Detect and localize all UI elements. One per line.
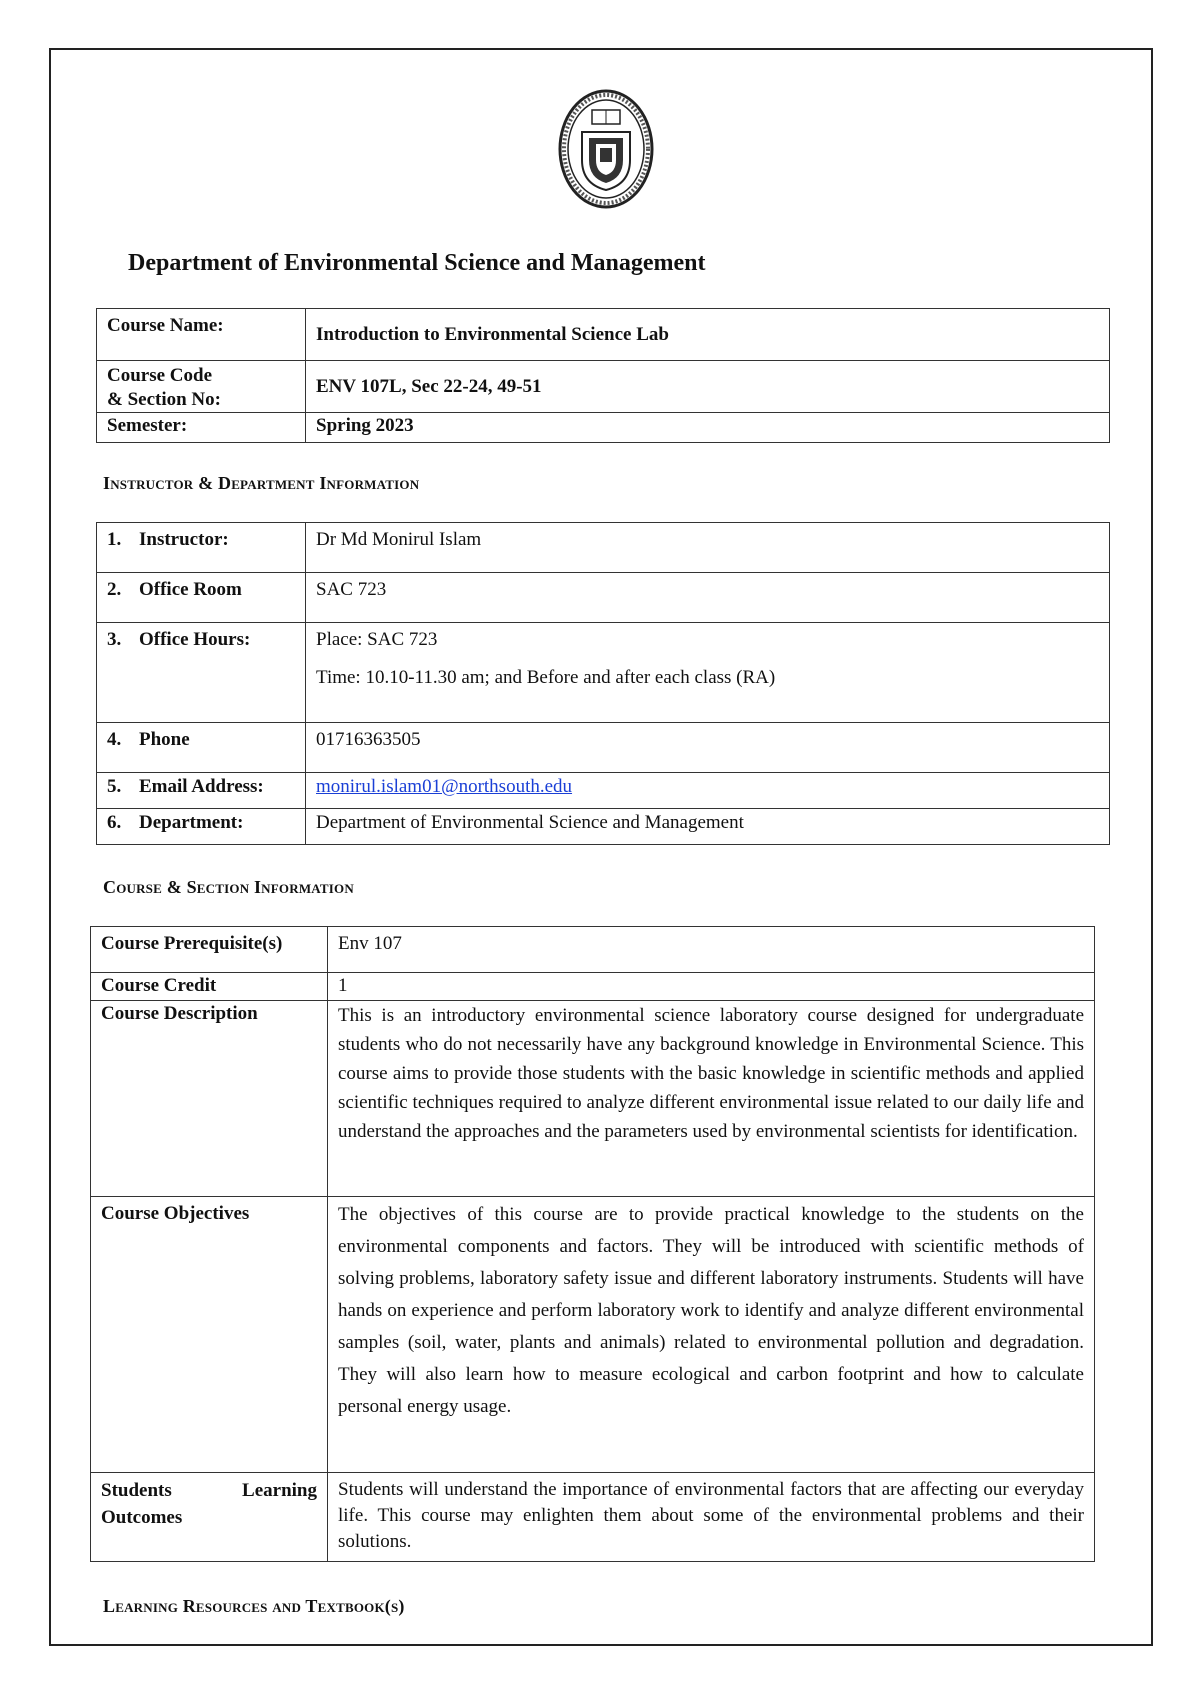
instructor-value: Dr Md Monirul Islam [306,523,1110,573]
table-row [91,973,1095,1001]
instructor-label: 1. Instructor: [97,523,306,573]
office-room-value: SAC 723 [306,573,1110,623]
semester-label: Semester: [97,413,306,443]
email-label: 5. Email Address: [97,773,306,809]
description-value: This is an introductory environmental science laboratory course designed for undergraduate students who do not necessarily have any background knowledge in Environmental Science. This course aims to provide those students with the basic knowledge in scientific methods and applied scientific techniques required to analyze different environmental issue related to our daily life and understand the approaches and the parameters used by environmental scientists for identification. [328,1001,1095,1197]
objectives-label: Course Objectives [91,1197,328,1473]
department-label: 6. Department: [97,809,306,845]
table-row [91,1001,1095,1197]
office-hours-place: Place: SAC 723 [316,629,438,650]
course-code-label: Course Code & Section No: [97,361,306,413]
office-hours-label: 3. Office Hours: [97,623,306,723]
instructor-section-heading: Instructor & Department Information [103,473,420,493]
table-row [97,623,1110,723]
table-row [97,723,1110,773]
resources-section-heading: Learning Resources and Textbook(s) [103,1596,405,1616]
table-row [97,809,1110,845]
course-info-table [96,308,1110,443]
learning-outcomes-label: Students Learning Outcomes [91,1473,328,1562]
course-name-value: Introduction to Environmental Science Lab [306,309,1110,361]
office-hours-value [306,623,1110,723]
course-code-value: ENV 107L, Sec 22-24, 49-51 [306,361,1110,413]
credit-label: Course Credit [91,973,328,1001]
table-row [97,413,1110,443]
course-name-label: Course Name: [97,309,306,361]
email-link[interactable]: monirul.islam01@northsouth.edu [316,776,573,797]
office-room-label: 2. Office Room [97,573,306,623]
table-row [97,361,1110,413]
table-row [97,573,1110,623]
table-row [97,773,1110,809]
course-section-heading: Course & Section Information [103,877,354,897]
credit-value: 1 [328,973,1095,1001]
table-row [97,309,1110,361]
course-details-table [90,926,1095,1562]
prerequisite-value: Env 107 [328,927,1095,973]
objectives-value: The objectives of this course are to provide practical knowledge to the students on the environmental components and factors. They will be introduced with scientific methods of solving problems, laboratory safety issue and different laboratory instruments. Students will have hands on experience and perform laboratory work to identify and analyze different environmental samples (soil, water, plants and animals) related to environmental pollution and degradation. They will also learn how to measure ecological and carbon footprint and how to calculate personal energy usage. [328,1197,1095,1473]
university-seal-icon [556,88,656,210]
description-label: Course Description [91,1001,328,1197]
phone-label: 4. Phone [97,723,306,773]
instructor-table [96,522,1110,845]
table-row [91,1197,1095,1473]
prerequisite-label: Course Prerequisite(s) [91,927,328,973]
table-row [97,523,1110,573]
email-value [306,773,1110,809]
learning-outcomes-value: Students will understand the importance of environmental factors that are affecting our everyday life. This course may enlighten them about some of the environmental problems and their solutions. [328,1473,1095,1562]
department-value: Department of Environmental Science and Management [306,809,1110,845]
office-hours-time: Time: 10.10-11.30 am; and Before and after each class (RA) [316,667,776,688]
phone-value: 01716363505 [306,723,1110,773]
semester-value: Spring 2023 [306,413,1110,443]
table-row [91,927,1095,973]
table-row [91,1473,1095,1562]
department-title: Department of Environmental Science and Management [128,250,706,276]
